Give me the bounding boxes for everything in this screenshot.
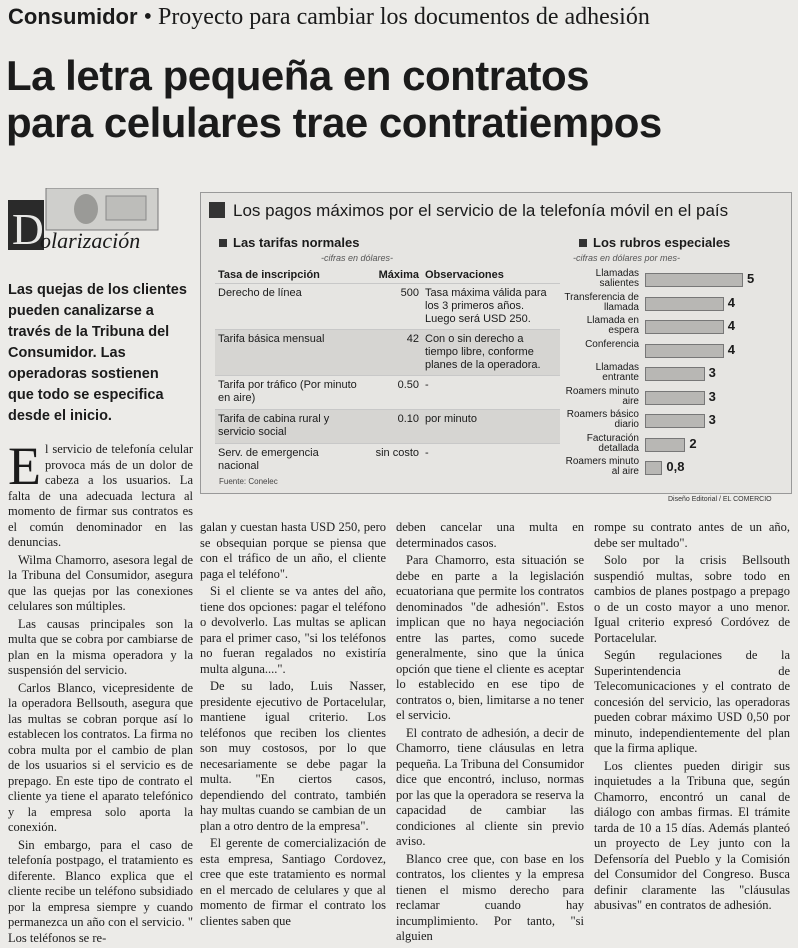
bar-value-label: 3 [708, 365, 716, 380]
bar-value-label: 3 [708, 388, 716, 404]
body-column-4 [594, 520, 790, 916]
kicker-separator: • [137, 4, 158, 30]
table-row [215, 330, 560, 376]
bar-label: Roamers minuto aire [565, 385, 639, 407]
row-max: 0.50 [361, 376, 422, 410]
bar-value-label: 2 [689, 435, 697, 451]
bar [645, 320, 724, 334]
row-obs: Tasa máxima válida para los 3 primeros años. Luego será USD 250. [422, 284, 560, 330]
bar [645, 297, 724, 311]
bar-row [566, 409, 779, 430]
paragraph: El contrato de adhesión, a decir de Chamorro, tiene cláusulas en letra pequeña. La Tribuna del Consumidor dice que encontró, incluso, normas por las que la operadora se reserva la capacidad de cambiar las condiciones al cliente sin previo aviso. [396, 725, 584, 848]
bar-value-label: 4 [727, 294, 736, 310]
table-row [215, 444, 560, 477]
bar-label: Facturación detallada [586, 432, 639, 454]
paragraph: Las causas principales son la multa que se cobra por cambiarse de plan en la misma operadora y la suspensión del servicio. [8, 616, 193, 677]
headline [6, 52, 796, 146]
bar-row [579, 363, 779, 383]
bar-value-label: 4 [727, 318, 736, 333]
paragraph: El servicio de telefonía celular provoca más de un dolor de cabeza a los usuarios. La falta de una adecuada lectura al momento de firmar sus contratos es el común denominador en las denuncias. [8, 436, 193, 549]
bar [645, 367, 705, 381]
row-obs: - [422, 376, 560, 410]
source-note: Fuente: Conelec [219, 477, 278, 486]
bar-label: Llamadas salientes [595, 268, 639, 289]
paragraph: El gerente de comercialización de esta empresa, Santiago Cordovez, cree que este tratamiento es normal en el mercado de celulares y que al momento de firmar el contrato los clientes saben que [200, 836, 386, 928]
bar-label: Conferencia [585, 338, 639, 350]
bar [645, 344, 724, 358]
paragraph: rompe su contrato antes de un año, debe ser multado". [594, 520, 790, 550]
kicker [8, 4, 650, 31]
rates-subtitle: -cifras en dólares- [321, 253, 394, 263]
paragraph: Carlos Blanco, vicepresidente de la operadora Bellsouth, asegura que las multas se cobran porque así lo establecen los contratos. La firma no cobra multa por el cambio de plan de los usuarios si el servicio es de prepago. En este tipo de contrato el cliente ya tiene el aparato telefónico y la empresa solo aporta la conexión. [8, 680, 193, 834]
bullet-icon [579, 239, 587, 247]
logo-text: olarización [40, 228, 141, 253]
bar-label: Llamada en espera [586, 315, 639, 336]
paragraph: De su lado, Luis Nasser, presidente ejecutivo de Portacelular, mantiene igual criterio. Los teléfonos que reciben los clientes son muy costosos, por lo que necesariamente se debe pagar la multa. "En ciertos casos, dependiendo del contrato, también hay multas cuando se cambian de un plan a otro dentro de la empresa". [200, 679, 386, 833]
bar [645, 273, 743, 287]
body-column-3 [396, 520, 584, 947]
bar-row [579, 316, 779, 336]
bar [645, 461, 662, 475]
table-row [215, 410, 560, 444]
row-max: sin costo [361, 444, 422, 477]
row-obs: - [422, 444, 560, 477]
bar-row [564, 291, 779, 313]
paragraph: galan y cuestan hasta USD 250, pero se obsequian porque se piensa que con el tráfico de un año, el cliente paga el teléfono". [200, 520, 386, 581]
row-obs: por minuto [422, 410, 560, 444]
row-obs: Con o sin derecho a tiempo libre, conforme planes de la operadora. [422, 330, 560, 376]
headline-line-1: La letra pequeña en contratos [6, 52, 589, 99]
special-subtitle: -cifras en dólares por mes- [573, 253, 681, 263]
dropcap: E [8, 436, 41, 496]
bar-value-label: 3 [708, 412, 716, 427]
bar-label: Roamers básico diario [566, 409, 639, 430]
bar-label: Llamadas entrante [595, 362, 639, 383]
headline-line-2: para celulares trae contratiempos [6, 99, 662, 146]
col-header-concept: Tasa de inscripción [218, 269, 320, 281]
paragraph: Sin embargo, para el caso de telefonía postpago, el tratamiento es diferente. Blanco explica que el cliente recibe un teléfono subsidiado por la empresa siempre y cuando permanezca un año con el servicio. " Los teléfonos se re- [8, 837, 193, 945]
bar [645, 438, 685, 452]
bar-row [565, 385, 779, 407]
infographic-title: Los pagos máximos por el servicio de la telefonía móvil en el país [209, 201, 728, 221]
bar-value-label: 0,8 [666, 459, 685, 474]
row-concept: Serv. de emergencia nacional [215, 444, 361, 477]
title-square-icon [209, 202, 225, 218]
rates-header: Las tarifas normales [219, 235, 359, 250]
row-concept: Derecho de línea [215, 284, 361, 330]
rates-table [215, 267, 560, 476]
row-max: 42 [361, 330, 422, 376]
body-column-2 [200, 520, 386, 931]
design-credit: Diseño Editorial / EL COMERCIO [668, 496, 772, 503]
row-concept: Tarifa básica mensual [215, 330, 361, 376]
paragraph: Si el cliente se va antes del año, tiene dos opciones: pagar el teléfono o devolverlo. Las multas se aplican para el primer caso, "si los teléfonos no fueran regalados no existiría multa alguna....". [200, 584, 386, 676]
paragraph: deben cancelar una multa en determinados casos. [396, 520, 584, 550]
row-concept: Tarifa por tráfico (Por minuto en aire) [215, 376, 361, 410]
bar-value-label: 5 [747, 271, 755, 286]
paragraph: Wilma Chamorro, asesora legal de la Tribuna del Consumidor, asegura que las quejas por las conexiones celulares son múltiples. [8, 552, 193, 613]
table-row [215, 376, 560, 410]
row-concept: Tarifa de cabina rural y servicio social [215, 410, 361, 444]
body-column-1 [8, 436, 193, 948]
section-name: Consumidor [8, 4, 138, 29]
infographic-box [200, 192, 792, 494]
paragraph: Blanco cree que, con base en los contratos, los clientes y la empresa tienen el mismo derecho para reclamar cuando hay incumplimiento. Por tanto, "si alguien [396, 851, 584, 943]
paragraph: Solo por la crisis Bellsouth suspendió multas, sobre todo en cambios de planes postpago a prepago o de un costo mayor a uno menor. Igual criterio expresó Cordóvez de Portacelular. [594, 553, 790, 645]
paragraph: Según regulaciones de la Superintendencia de Telecomunicaciones y el contrato de concesión del servicio, las operadoras pueden cobrar máximo USD 0,50 por minuto, independientemente del plan que la firma aplique. [594, 648, 790, 755]
dolarizacion-logo [6, 188, 164, 254]
bar [645, 391, 705, 405]
col-header-obs: Observaciones [425, 269, 504, 281]
bar-label: Roamers minuto al aire [565, 456, 639, 477]
bar-value-label: 4 [727, 341, 736, 357]
kicker-title: Proyecto para cambiar los documentos de adhesión [157, 4, 650, 30]
paragraph: Los clientes pueden dirigir sus inquietudes a la Tribuna que, según Chamorro, encontró un canal de diálogo con ambas firmas. El trámite tarda de 10 a 15 días. Además planteó un proyecto de Ley junto con la Defensoría del Pueblo y la Comisión del Consumidor del Congreso. Busca definir claramente las "cláusulas abusivas" en contratos de adhesión. [594, 758, 790, 912]
special-header: Los rubros especiales [579, 235, 730, 250]
row-max: 500 [361, 284, 422, 330]
bar-row [579, 434, 779, 454]
bar-row [579, 340, 779, 360]
bullet-icon [219, 239, 227, 247]
bar-row [579, 269, 779, 289]
bar [645, 414, 705, 428]
col-header-max: Máxima [378, 269, 419, 281]
svg-text:D: D [12, 205, 44, 254]
bar-row [565, 456, 779, 477]
row-max: 0.10 [361, 410, 422, 444]
bar-label: Transferencia de llamada [564, 291, 639, 313]
lead-paragraph: Las quejas de los clientes pueden canalizarse a través de la Tribuna del Consumidor. Las operadoras sostienen que todo se especifica desde el inicio. [8, 282, 187, 424]
table-row [215, 284, 560, 330]
paragraph: Para Chamorro, esta situación se debe en parte a la legislación ecuatoriana que permite los contratos denominados "de adhesión". Estos implican que no haya negociación entre las partes, como sucede generalmente, sino que la única opción que tiene el cliente es aceptar lo establecido en ese tipo de contratos o, bien, limitarse a no tener el servicio. [396, 553, 584, 722]
